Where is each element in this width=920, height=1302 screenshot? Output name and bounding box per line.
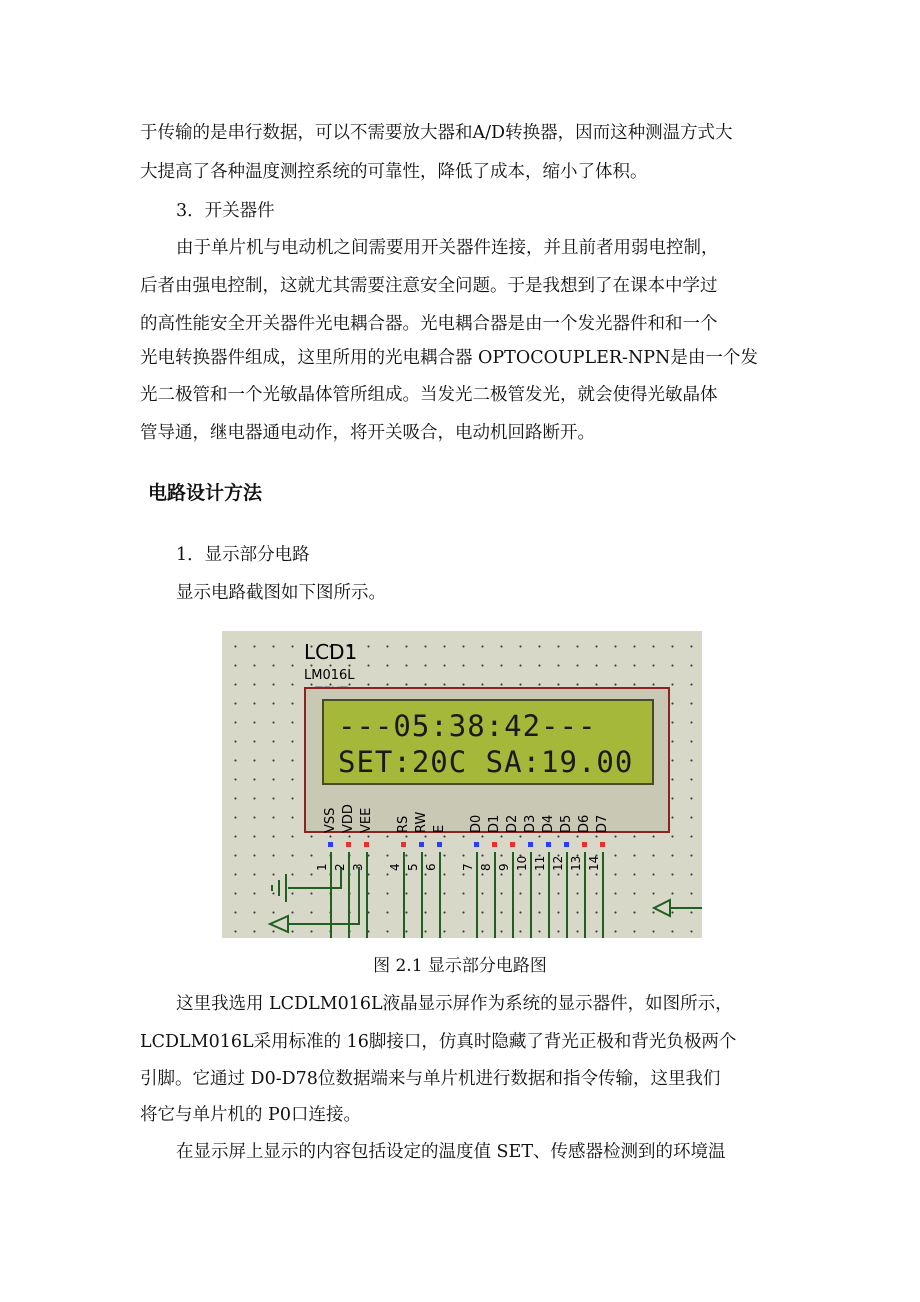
pin-label-d1: D1 [487, 814, 502, 833]
section-item-1: 1．显示部分电路 [176, 545, 310, 565]
wiring [222, 631, 702, 938]
pin-number-4: 4 [388, 863, 402, 871]
pin-label-rs: RS [396, 815, 411, 833]
pin-label-rw: RW [414, 811, 429, 833]
paragraph-line: 这里我选用 LCDLM016L液晶显示屏作为系统的显示器件，如图所示， [176, 994, 733, 1014]
section-heading: 电路设计方法 [148, 482, 263, 504]
pin-number-12: 12 [551, 855, 565, 871]
pin-number-11: 11 [533, 855, 547, 871]
pin-number-5: 5 [406, 863, 420, 871]
paragraph-line: 管导通，继电器通电动作，将开关吸合，电动机回路断开。 [140, 423, 595, 443]
paragraph-line: 于传输的是串行数据，可以不需要放大器和A/D转换器，因而这种测温方式大 [140, 123, 733, 143]
paragraph-line: LCDLM016L采用标准的 16脚接口，仿真时隐藏了背光正极和背光负极两个 [140, 1032, 737, 1052]
lcd-screen-row-1: ---05:38:42--- [338, 709, 597, 743]
paragraph-line: 在显示屏上显示的内容包括设定的温度值 SET、传感器检测到的环境温 [176, 1142, 726, 1162]
pin-number-14: 14 [587, 855, 601, 871]
pin-label-d6: D6 [577, 814, 592, 833]
figure-caption: 图 2.1 显示部分电路图 [373, 956, 547, 976]
pin-number-8: 8 [479, 863, 493, 871]
pin-label-vdd: VDD [341, 804, 356, 833]
paragraph-line: 显示电路截图如下图所示。 [176, 583, 386, 603]
pin-number-2: 2 [333, 863, 347, 871]
pin-label-d2: D2 [505, 814, 520, 833]
paragraph-line: 光二极管和一个光敏晶体管所组成。当发光二极管发光，就会使得光敏晶体 [140, 385, 718, 405]
pin-number-7: 7 [461, 863, 475, 871]
pin-label-d4: D4 [541, 814, 556, 833]
pin-label-d3: D3 [523, 814, 538, 833]
paragraph-line: 将它与单片机的 P0口连接。 [140, 1105, 361, 1125]
pin-label-vee: VEE [359, 807, 374, 833]
paragraph-line: 光电转换器件组成，这里所用的光电耦合器 OPTOCOUPLER-NPN是由一个发 [140, 348, 758, 368]
paragraph-line: 后者由强电控制，这就尤其需要注意安全问题。于是我想到了在课本中学过 [140, 276, 718, 296]
pin-label-d0: D0 [469, 814, 484, 833]
pin-label-d5: D5 [559, 814, 574, 833]
pin-number-13: 13 [569, 855, 583, 871]
paragraph-line: 由于单片机与电动机之间需要用开关器件连接，并且前者用弱电控制， [176, 238, 719, 258]
pin-number-1: 1 [315, 863, 329, 871]
pin-number-6: 6 [424, 863, 438, 871]
pin-label-d7: D7 [595, 814, 610, 833]
pin-number-10: 10 [515, 855, 529, 871]
paragraph-line: 引脚。它通过 D0-D78位数据端来与单片机进行数据和指令传输，这里我们 [140, 1069, 721, 1089]
paragraph-line: 的高性能安全开关器件光电耦合器。光电耦合器是由一个发光器件和和一个 [140, 314, 718, 334]
pin-label-vss: VSS [323, 807, 338, 833]
pin-number-3: 3 [351, 863, 365, 871]
lcd-component-name: LCD1 [304, 640, 358, 664]
lcd-schematic-figure [222, 631, 702, 938]
section-item-3: 3．开关器件 [176, 201, 275, 221]
lcd-model-label: LM016L [304, 668, 355, 683]
pin-label-e: E [432, 824, 447, 833]
lcd-screen-row-2: SET:20C SA:19.00 [338, 745, 634, 779]
paragraph-line: 大提高了各种温度测控系统的可靠性，降低了成本，缩小了体积。 [140, 162, 648, 182]
pin-number-9: 9 [497, 863, 511, 871]
